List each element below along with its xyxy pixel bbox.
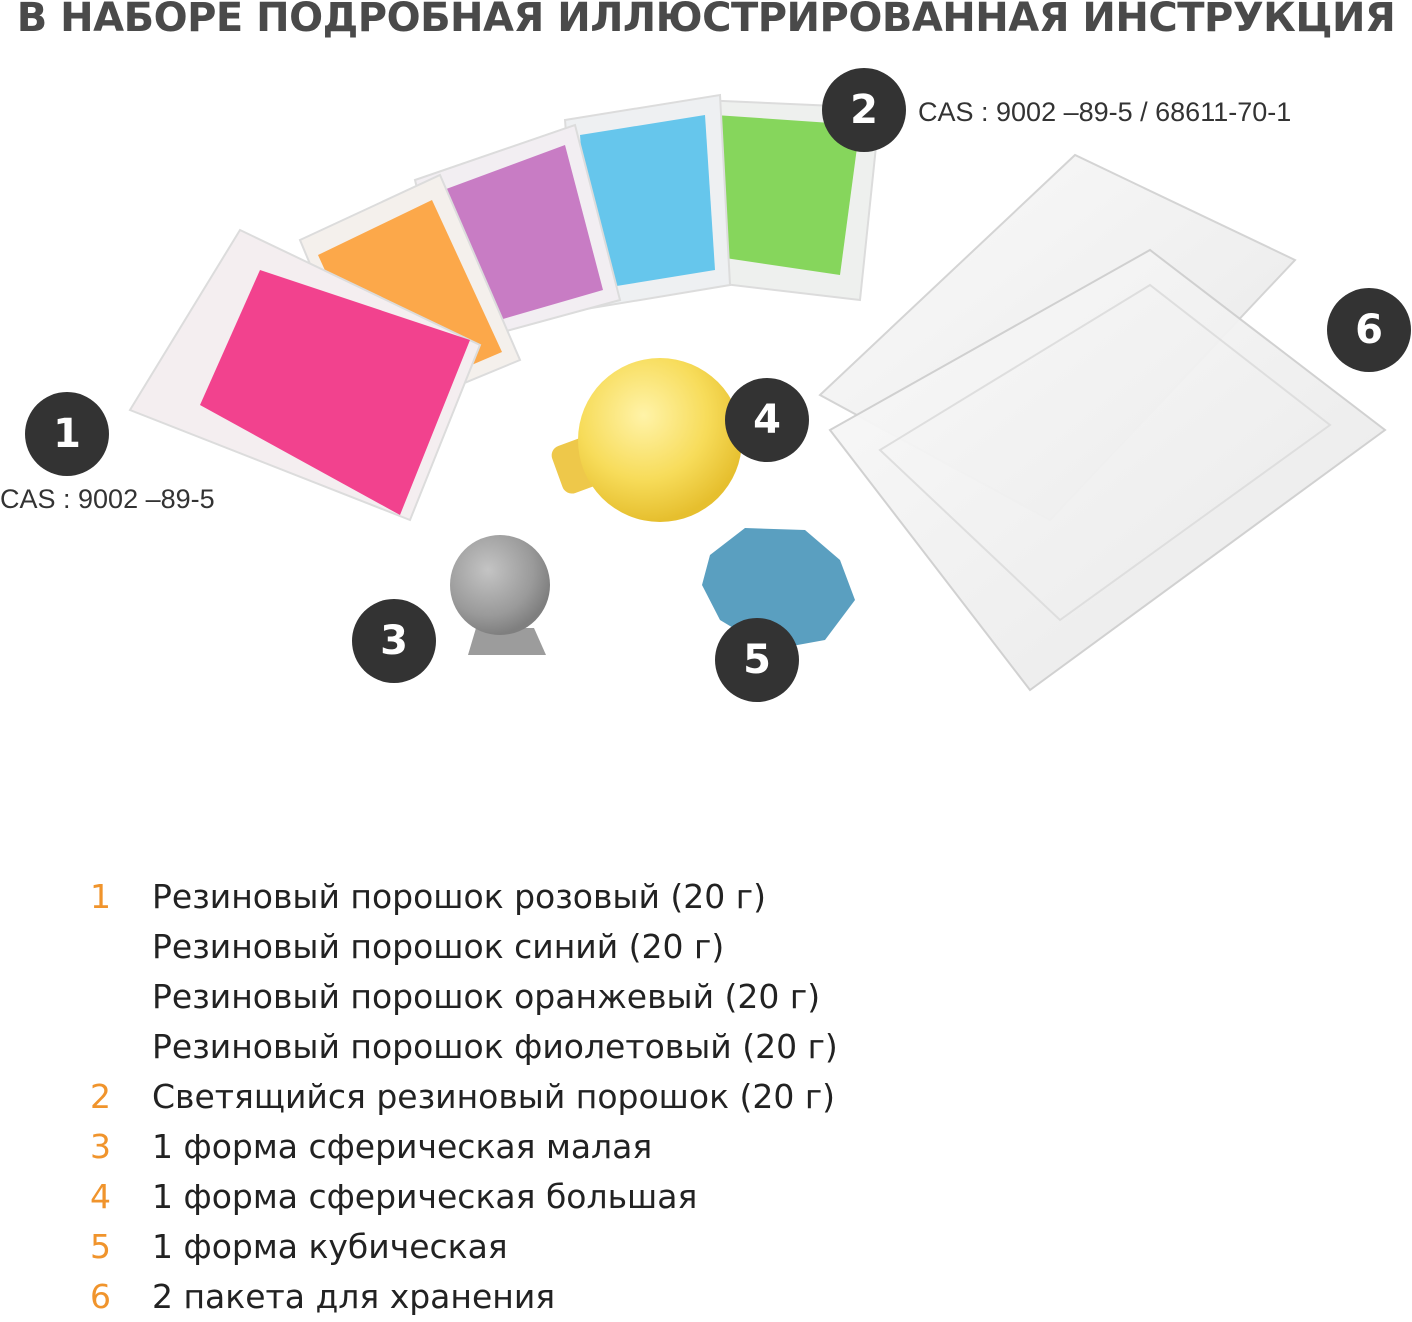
legend-number: 2	[90, 1077, 111, 1116]
callout-badge-4: 4	[725, 378, 809, 462]
callout-badge-5: 5	[715, 618, 799, 702]
storage-bags	[820, 155, 1385, 690]
contents-legend	[86, 872, 1286, 1322]
legend-number: 4	[90, 1177, 111, 1216]
legend-item-3	[86, 1122, 1286, 1172]
legend-number: 1	[90, 877, 111, 916]
cas-label-1: CAS : 9002 –89-5	[0, 484, 215, 514]
legend-item-1	[86, 872, 1286, 1072]
legend-text: 2 пакета для хранения	[152, 1277, 556, 1316]
cas-label-2: CAS : 9002 –89-5 / 68611-70-1	[918, 97, 1292, 127]
legend-text: Резиновый порошок оранжевый (20 г)	[152, 977, 821, 1016]
legend-number: 5	[90, 1227, 111, 1266]
kit-illustration	[0, 60, 1412, 760]
callout-badge-3: 3	[352, 599, 436, 683]
callout-badge-2: 2	[822, 68, 906, 152]
legend-text: Светящийся резиновый порошок (20 г)	[152, 1077, 836, 1116]
large-sphere-mould	[549, 358, 742, 522]
legend-text: 1 форма кубическая	[152, 1227, 508, 1266]
legend-item-4	[86, 1172, 1286, 1222]
legend-number: 6	[90, 1277, 111, 1316]
legend-text: Резиновый порошок розовый (20 г)	[152, 877, 766, 916]
legend-text: 1 форма сферическая малая	[152, 1127, 653, 1166]
callout-badge-6: 6	[1327, 288, 1411, 372]
legend-item-2	[86, 1072, 1286, 1122]
small-sphere-mould	[450, 535, 550, 655]
legend-item-5	[86, 1222, 1286, 1272]
legend-text: Резиновый порошок фиолетовый (20 г)	[152, 1027, 838, 1066]
legend-number: 3	[90, 1127, 111, 1166]
legend-item-6	[86, 1272, 1286, 1322]
legend-text: 1 форма сферическая большая	[152, 1177, 698, 1216]
callout-badge-1: 1	[25, 392, 109, 476]
legend-text: Резиновый порошок синий (20 г)	[152, 927, 725, 966]
page-title: В НАБОРЕ ПОДРОБНАЯ ИЛЛЮСТРИРОВАННАЯ ИНСТРУКЦИЯ	[16, 0, 1396, 41]
